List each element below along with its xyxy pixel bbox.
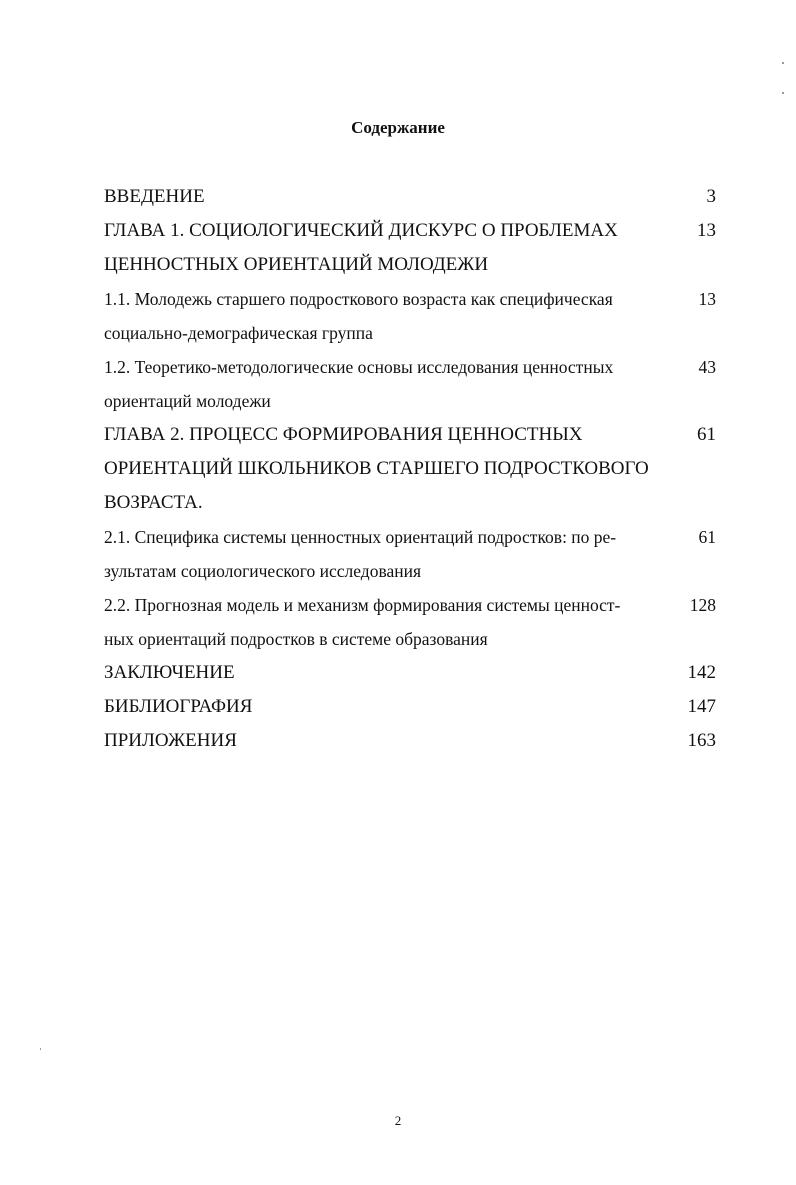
toc-entry-line: 1.1. Молодежь старшего подросткового возраста как специфическая — [104, 289, 613, 309]
toc-entry-page-number: 61 — [698, 527, 716, 547]
toc-entry-line: ГЛАВА 1. СОЦИОЛОГИЧЕСКИЙ ДИСКУРС О ПРОБЛЕМАХ — [104, 220, 618, 241]
toc-entry-title — [104, 350, 664, 418]
toc-entry-line: ПРИЛОЖЕНИЯ — [104, 730, 237, 751]
toc-entry-title — [104, 214, 664, 282]
toc-entry-3[interactable] — [104, 282, 716, 350]
toc-entry-line: зультатам социологического исследования — [104, 561, 422, 581]
page-number: 2 — [394, 1113, 402, 1128]
toc-entry-line: социально-демографическая группа — [104, 323, 373, 343]
toc-entry-line: 2.2. Прогнозная модель и механизм формирования системы ценност- — [104, 595, 621, 615]
toc-entry-page-number: 13 — [697, 220, 716, 241]
toc-entry-page-number: 43 — [698, 357, 716, 377]
toc-entry-title — [104, 690, 664, 724]
toc-entry-title — [104, 520, 664, 588]
toc-entry-page-number: 147 — [687, 696, 716, 717]
toc-entry-line: ориентаций молодежи — [104, 391, 271, 411]
toc-entry-4[interactable] — [104, 350, 716, 418]
toc-entry-2[interactable] — [104, 214, 716, 282]
toc-entry-title — [104, 656, 664, 690]
toc-entry-page-number: 128 — [689, 595, 716, 615]
toc-entry-title — [104, 180, 664, 214]
toc-entry-line: ОРИЕНТАЦИЙ ШКОЛЬНИКОВ СТАРШЕГО ПОДРОСТКОВОГО — [104, 458, 649, 479]
toc-entry-10[interactable] — [104, 724, 716, 758]
toc-entry-line: ВВЕДЕНИЕ — [104, 186, 205, 207]
toc-entry-1[interactable] — [104, 180, 716, 214]
scan-artifact — [782, 92, 784, 94]
toc-entry-page-number: 13 — [698, 289, 716, 309]
toc-entry-page-number: 163 — [687, 730, 716, 751]
scan-artifact — [782, 62, 784, 64]
scan-artifact — [40, 1048, 41, 1050]
toc-entry-page-number: 61 — [697, 424, 716, 445]
table-of-contents — [104, 180, 716, 758]
toc-entry-5[interactable] — [104, 418, 716, 520]
toc-entry-title — [104, 418, 664, 520]
toc-entry-page-number: 142 — [687, 662, 716, 683]
toc-entry-9[interactable] — [104, 690, 716, 724]
toc-entry-title — [104, 282, 664, 350]
toc-entry-title — [104, 724, 664, 758]
toc-entry-line: БИБЛИОГРАФИЯ — [104, 696, 253, 717]
toc-entry-7[interactable] — [104, 588, 716, 656]
toc-entry-line: ВОЗРАСТА. — [104, 492, 203, 513]
toc-entry-line: 1.2. Теоретико-методологические основы исследования ценностных — [104, 357, 614, 377]
toc-entry-title — [104, 588, 664, 656]
toc-entry-line: ГЛАВА 2. ПРОЦЕСС ФОРМИРОВАНИЯ ЦЕННОСТНЫХ — [104, 424, 583, 445]
toc-entry-line: 2.1. Специфика системы ценностных ориентаций подростков: по ре- — [104, 527, 617, 547]
toc-entry-line: ЦЕННОСТНЫХ ОРИЕНТАЦИЙ МОЛОДЕЖИ — [104, 254, 489, 275]
toc-entry-6[interactable] — [104, 520, 716, 588]
page-title: Содержание — [351, 118, 445, 137]
toc-entry-8[interactable] — [104, 656, 716, 690]
toc-entry-page-number: 3 — [706, 186, 716, 207]
toc-entry-line: ных ориентаций подростков в системе образования — [104, 629, 488, 649]
toc-entry-line: ЗАКЛЮЧЕНИЕ — [104, 662, 235, 683]
